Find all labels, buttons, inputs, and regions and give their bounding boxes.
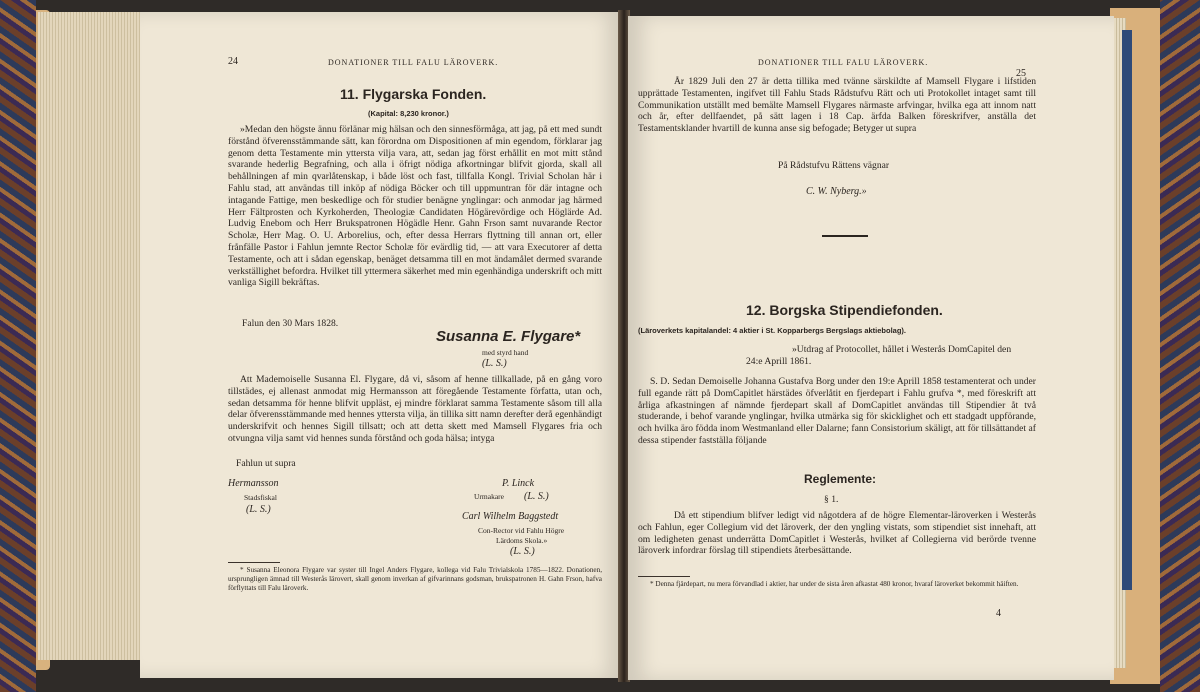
court-line: På Rådstufvu Rättens vägnar xyxy=(778,160,890,171)
sheet-number: 4 xyxy=(996,608,1001,619)
right-section-title: 12. Borgska Stipendiefonden. xyxy=(746,302,943,318)
signature-note: med styrd hand xyxy=(482,348,529,357)
right-footnote: * Denna fjärdepart, nu mera förvandlad i aktier, har under de sista åren afkastat 480 kronor, hvaraf läroverket bekommit häiften. xyxy=(650,580,1019,588)
witness-paragraph: Att Mademoiselle Susanna El. Flygare, då vi, såsom af henne tillkallade, på en gång voro tillstädes, ej allenast anmodat mig Hermansson att föregående Testamente författa, utan och, sedan detsamma för henne blifvit uppläst, ej mindre förklarat samma Testamente såsom till alla delar öfverensstämmande med hennes yttersta vilja, än tillika sitt namn derefter derå egenhändigt underskrifvit och hennes Sigill tillsatt; och att detta skett med Mamsell Flygares fria och otvungna vilja samt vid hennes sunda förstånd och goda hälsa; intyga xyxy=(228,374,602,444)
left-capital-note: (Kapital: 8,230 kronor.) xyxy=(368,109,449,118)
left-page-number: 24 xyxy=(228,56,238,67)
right-page xyxy=(628,16,1114,680)
left-marbled-board xyxy=(0,0,36,692)
witness-linck-title: Urmakare xyxy=(474,492,504,501)
place-line: Fahlun ut supra xyxy=(236,458,296,469)
left-section-title: 11. Flygarska Fonden. xyxy=(340,86,487,102)
witness-baggstedt-title-2: Lärdoms Skola.» xyxy=(496,536,548,545)
section-mark: § 1. xyxy=(824,494,839,505)
nyberg-signature: C. W. Nyberg.» xyxy=(806,186,867,197)
reglemente-heading: Reglemente: xyxy=(804,472,877,486)
borg-paragraph: S. D. Sedan Demoiselle Johanna Gustafva Borg under den 19:e Aprill 1858 testamenterat och under full egande rätt på DomCapitlet härstädes öfverlåtit en fjerdepart i Fahlu grufva *, med föreskrift att årliga afkastningen af nämnde fjerdepart skall af DomCapitlet användas till Stipendier åt två studerande, i behof varande ynglingar, hvilka utmärka sig för skicklighet och ett stadgadt uppförande, och hvilka äro födda inom Westmanland eller Dalarne; fann Consistorium skäligt, att för tillsättandet af dessa stipender fastställa följande xyxy=(638,376,1036,446)
blue-page-edge xyxy=(1122,30,1132,590)
right-capital-note: (Läroverkets kapitalandel: 4 aktier i St. Kopparbergs Bergslags aktiebolag). xyxy=(638,326,907,335)
left-footnote: * Susanna Eleonora Flygare var syster till Ingel Anders Flygare, kollega vid Falu Trivialskola 1785—1822. Donationen, ursprungligen ämnad till Westerås lärovert, skall genom inverkan af gifvarinnans godsman, brukspatronen H. Gahn Frson, hafva förflyttats till Falu läroverk. xyxy=(228,566,602,592)
right-marbled-board xyxy=(1160,0,1200,692)
seal-mark: (L. S.) xyxy=(482,358,507,369)
witness-baggstedt: Carl Wilhelm Baggstedt xyxy=(462,511,559,522)
paragraph-one: Då ett stipendium blifver ledigt vid någotdera af de högre Elementar-läroverken i Westerås och Fahlun, eger Collegium vid det läroverk, der den yngling vistats, som stipendiet sist innehaft, att om ledigheten genast underrätta DomCapitlet i Westerås, hvilket af Collegierna vid berörde tvenne läroverk infordrar förslag till stipendiets återbesättande. xyxy=(638,510,1036,557)
section-divider xyxy=(822,235,868,237)
footnote-rule xyxy=(228,562,280,563)
testament-date-line: Falun den 30 Mars 1828. xyxy=(242,318,339,329)
witness-hermansson: Hermansson xyxy=(228,478,279,489)
witness-baggstedt-title-1: Con-Rector vid Fahlu Högre xyxy=(478,526,565,535)
witness-linck: P. Linck xyxy=(502,478,535,489)
flygare-signature: Susanna E. Flygare* xyxy=(436,328,581,345)
witness-baggstedt-seal: (L. S.) xyxy=(510,546,535,557)
witness-linck-seal: (L. S.) xyxy=(524,491,549,502)
witness-hermansson-title: Stadsfiskal xyxy=(244,493,277,502)
right-running-head: DONATIONER TILL FALU LÄROVERK. xyxy=(758,58,929,67)
left-page-stack xyxy=(38,12,142,660)
left-page xyxy=(140,12,622,678)
left-running-head: DONATIONER TILL FALU LÄROVERK. xyxy=(328,58,499,67)
extract-line-2: 24:e Aprill 1861. xyxy=(746,356,812,367)
extract-line-1: »Utdrag af Protocollet, hållet i Westerås DomCapitel den xyxy=(792,344,1012,355)
court-paragraph: År 1829 Juli den 27 är detta tillika med tvänne särskildte af Mamsell Flygare i lifstiden upprättade Testamenten, ingifvet till Fahlu Stads Rådstufvu Rätt och uti Protokollet intaget samt till Communikation utställt med bemälte Mamsell Flygares närmaste arfvingar, hvilka ega att innom natt och år, efter dellfaendet, på sätt lagen i 18 Cap. ärfda Balken föreskrifver, anställa det Testamentsklander hvartill de kunna anse sig befogade; Betyger ut supra xyxy=(638,76,1036,135)
right-page-number: 25 xyxy=(1016,68,1026,79)
testament-paragraph: »Medan den högste ännu förlänar mig hälsan och den sinnesförmåga, att jag, på ett med sundt förstånd öfverensstämmande sätt, kan förordna om Dispositionen af min egendom, förklarar jag genom detta Testamente min yttersta vilja vara, att, sedan jag först erhållit en mot mitt stånd svarande hederlig Begrafning, och alla i öfrigt nödiga afkortningar blifvit gjorda, skall all behållningen af min qvarlåtenskap, i både löst och fast, tillfalla Kongl. Trivial Scholan här i Fahlu stad, att användas till inköp af nödiga Böcker och till uppmuntran för där intagne och intagande Fattige, men beskedlige och för studier benägne ynglingar: och anmodar jag härmed Herr Fältprosten och Kyrkoherden, Theologiæ Candidaten Högärevördige och Höglärde Ad. Ludvig Enebom och Herr Brukspatronen Högädle Henr. Gahn Frson samt nuvarande Rector Scholæ, Herr Mag. O. U. Arborelius, och, efter dessa Herrars flyttning till annan ort, eller frånfälle Pastor i Fahlun jemnte Rector Scholæ för evärdlig tid, — att vara Executorer af detta Testamente, och att i sådan egenskap, benäget detsamma till en mot ändamålet dermed svarande verkställighet befordra. Hvilket till yttermera säkerhet med min egenhändiga underskrift och mitt vanliga Sigill bekräftas. xyxy=(228,124,602,289)
witness-hermansson-seal: (L. S.) xyxy=(246,504,271,515)
right-footnote-rule xyxy=(638,576,690,577)
